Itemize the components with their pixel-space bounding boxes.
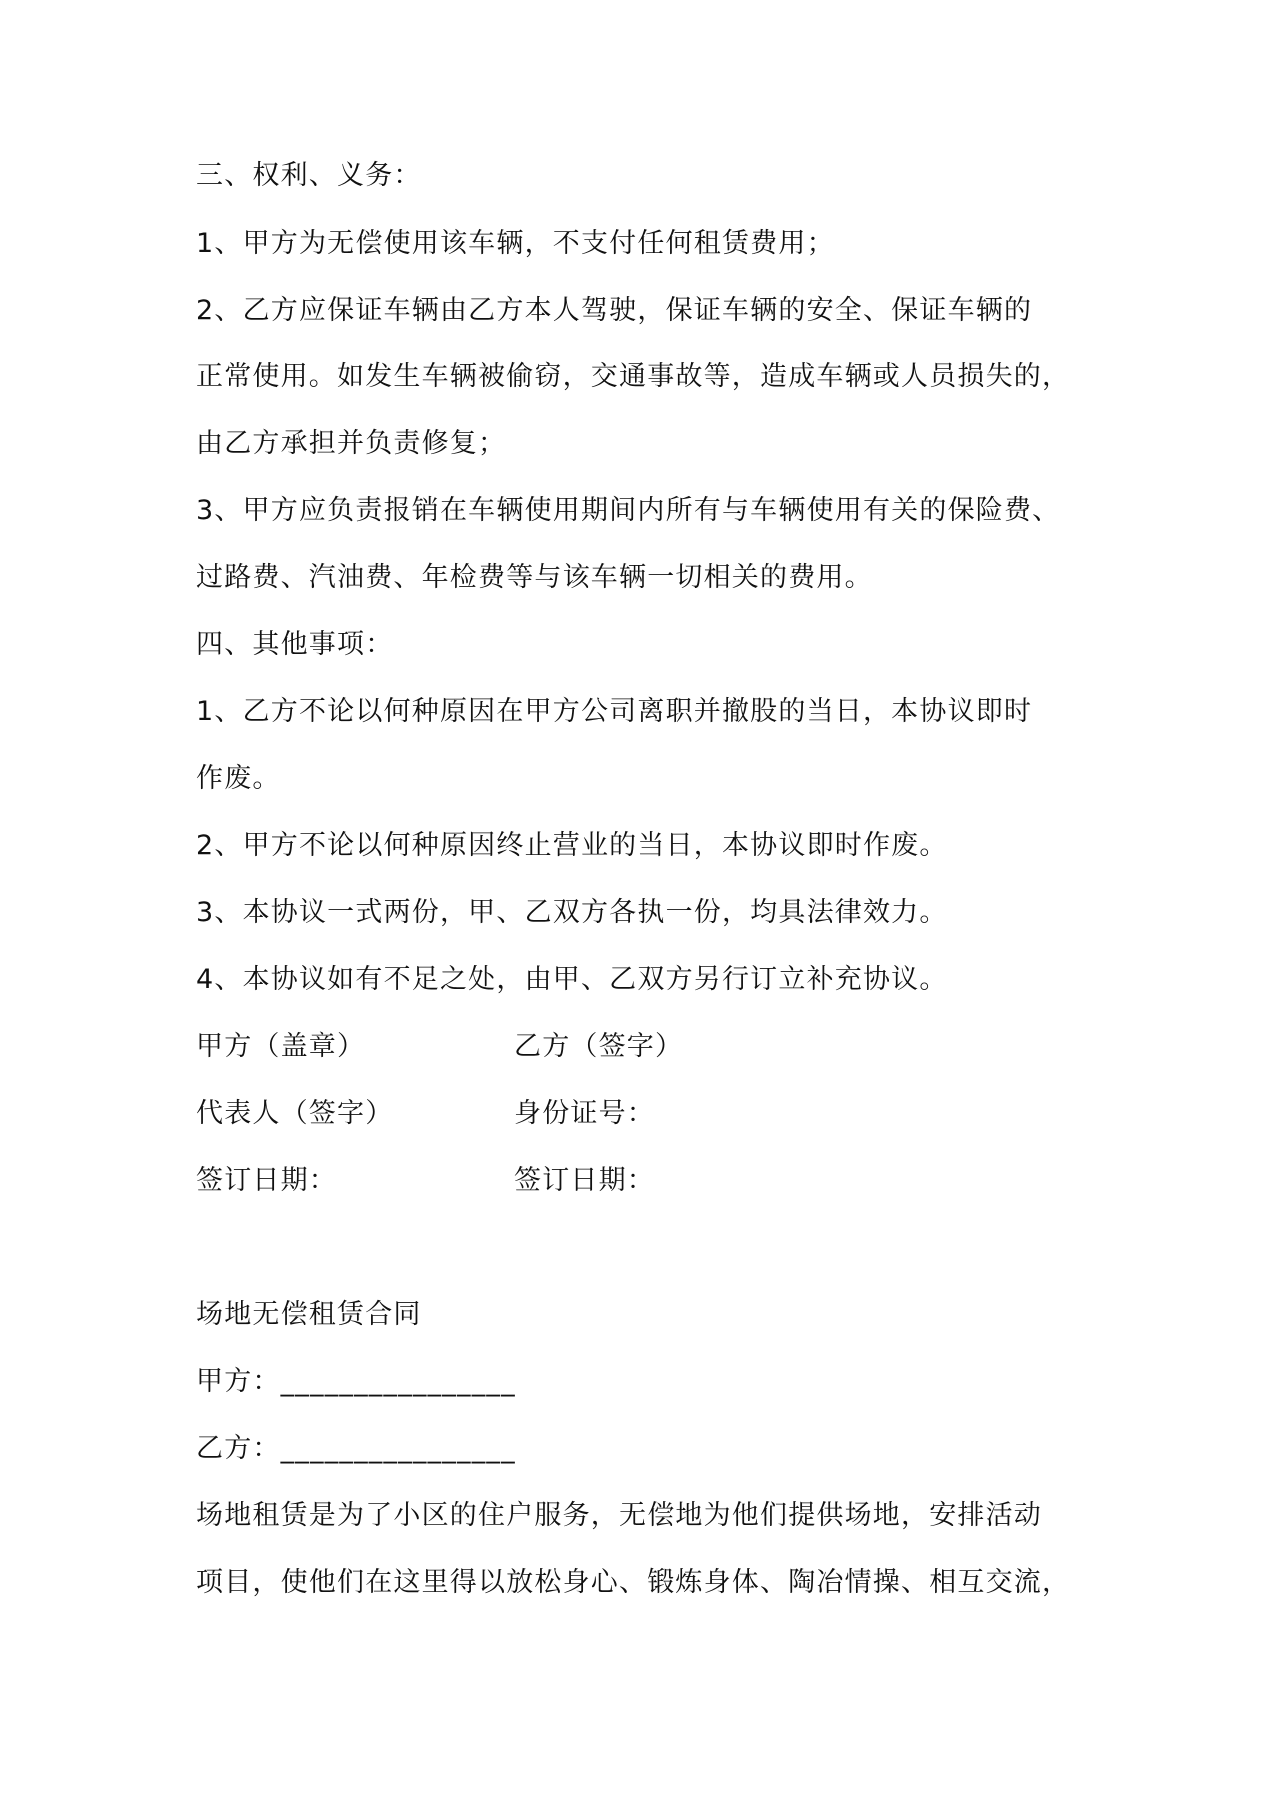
second-contract-party-a: 甲方：________________: [196, 1366, 516, 1397]
second-contract-paragraph-line-1: 场地租赁是为了小区的住户服务，无偿地为他们提供场地，安排活动: [196, 1500, 1042, 1531]
signature-row-3: [196, 1161, 1096, 1201]
party-b-date-label: 签订日期：: [514, 1165, 655, 1196]
section-3-item-2-line-3: 由乙方承担并负责修复；: [196, 428, 507, 459]
section-3-item-2-line-1: 2、乙方应保证车辆由乙方本人驾驶，保证车辆的安全、保证车辆的: [196, 295, 1033, 326]
section-4-item-2: 2、甲方不论以何种原因终止营业的当日，本协议即时作废。: [196, 830, 948, 861]
section-4-item-1-line-1: 1、乙方不论以何种原因在甲方公司离职并撤股的当日，本协议即时: [196, 696, 1033, 727]
section-4-item-4: 4、本协议如有不足之处，由甲、乙双方另行订立补充协议。: [196, 964, 948, 995]
section-3-item-3-line-1: 3、甲方应负责报销在车辆使用期间内所有与车辆使用有关的保险费、: [196, 495, 1061, 526]
second-contract-party-b: 乙方：________________: [196, 1433, 516, 1464]
section-3-item-3-line-2: 过路费、汽油费、年检费等与该车辆一切相关的费用。: [196, 562, 873, 593]
section-3-item-1: 1、甲方为无偿使用该车辆，不支付任何租赁费用；: [196, 228, 835, 259]
section-4-item-1-line-2: 作废。: [196, 763, 281, 794]
second-contract-paragraph-line-2: 项目，使他们在这里得以放松身心、锻炼身体、陶冶情操、相互交流，: [196, 1567, 1071, 1598]
id-number-label: 身份证号：: [514, 1098, 655, 1129]
section-3-item-2-line-2: 正常使用。如发生车辆被偷窃，交通事故等，造成车辆或人员损失的，: [196, 361, 1071, 392]
party-b-sign-label: 乙方（签字）: [514, 1031, 684, 1062]
section-3-heading: 三、权利、义务：: [196, 160, 422, 191]
second-contract-title: 场地无偿租赁合同: [196, 1299, 422, 1330]
representative-sign-label: 代表人（签字）: [196, 1098, 394, 1129]
section-4-heading: 四、其他事项：: [196, 629, 394, 660]
section-4-item-3: 3、本协议一式两份，甲、乙双方各执一份，均具法律效力。: [196, 897, 948, 928]
signature-row-2: [196, 1094, 1096, 1134]
signature-row-1: [196, 1027, 1096, 1067]
party-a-date-label: 签订日期：: [196, 1165, 337, 1196]
party-a-seal-label: 甲方（盖章）: [196, 1031, 366, 1062]
